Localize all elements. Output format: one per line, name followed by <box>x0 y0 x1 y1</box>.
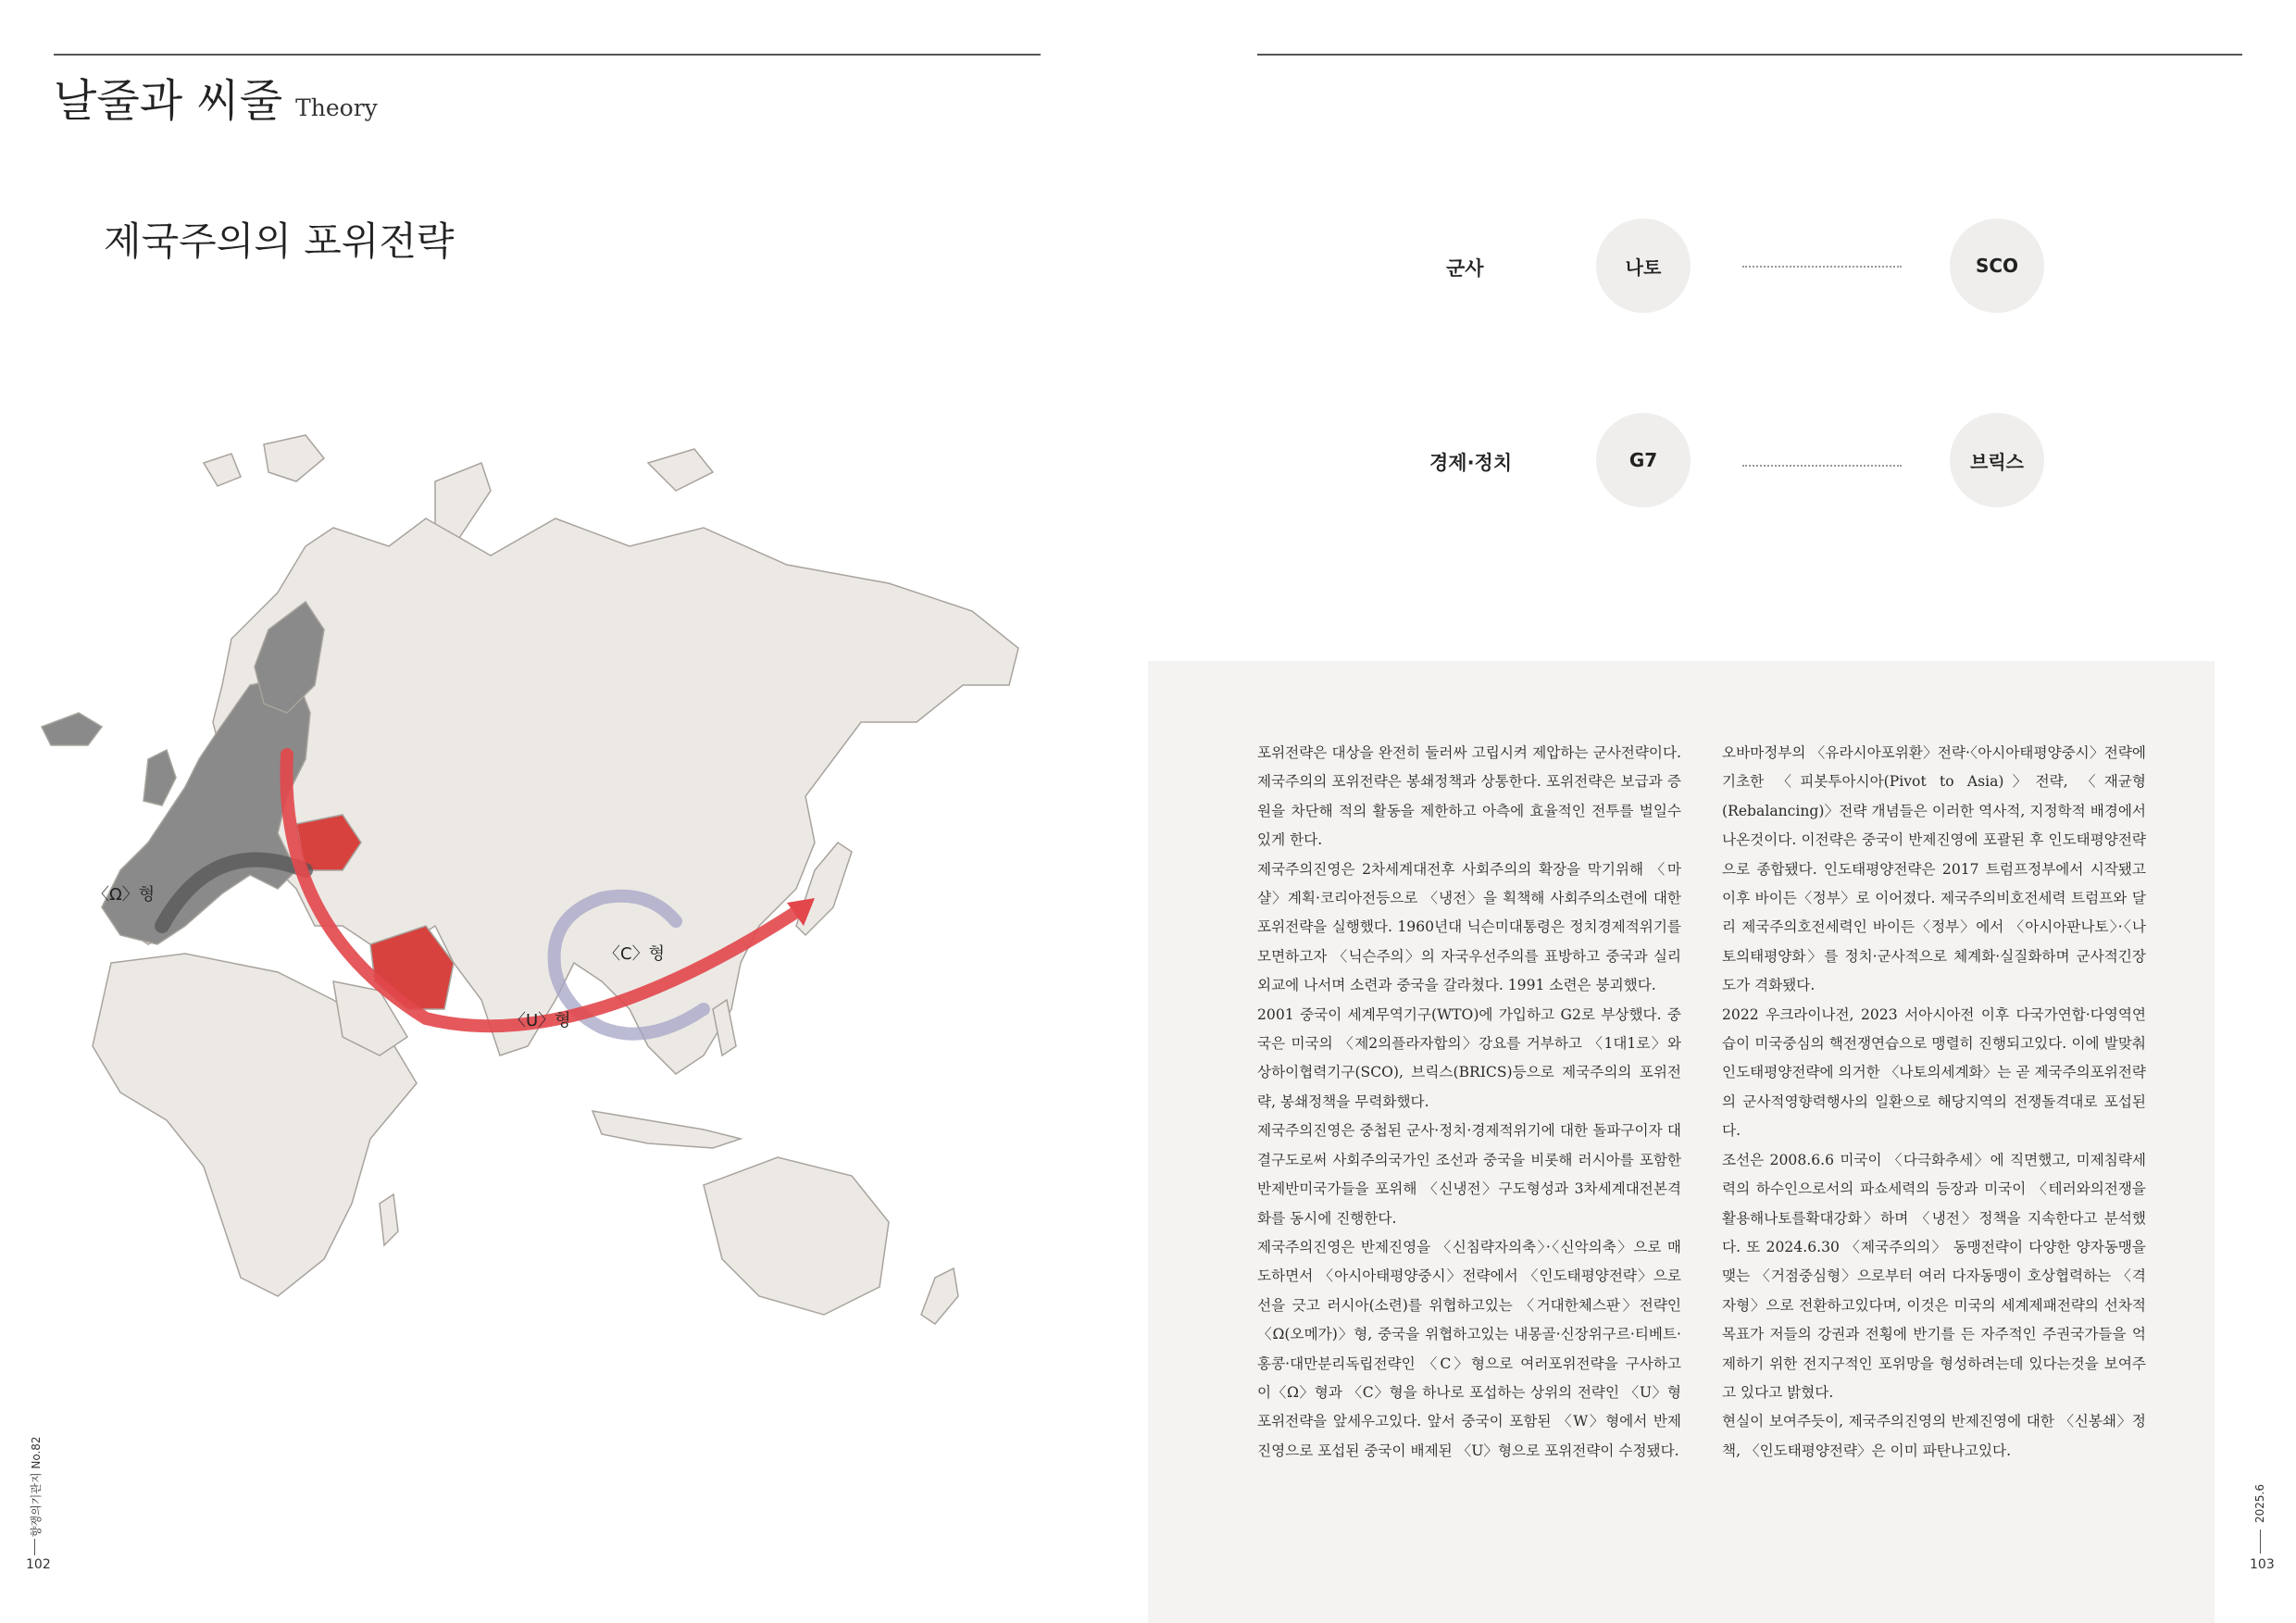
circle-brics-text: 브릭스 <box>1970 450 2024 473</box>
body-paragraph: 현실이 보여주듯이, 제국주의진영의 반제진영에 대한 〈신봉쇄〉정책, 〈인도태평양전략〉은 이미 파탄나고있다. <box>1722 1413 2146 1459</box>
row-label-economy: 경제·정치 <box>1429 452 1513 474</box>
footer-right-label: 2025.6 <box>2253 1484 2266 1523</box>
map-label-u: 〈U〉형 <box>509 1011 571 1030</box>
body-column-2 <box>1722 739 2146 1466</box>
header-title: 날줄과 씨줄 <box>54 75 283 127</box>
dashed-connector <box>1742 465 1902 467</box>
eurasia-map <box>0 407 1046 1389</box>
row-label-military: 군사 <box>1446 257 1484 280</box>
footer-left-tick <box>34 1539 35 1555</box>
header-subtitle: Theory <box>295 94 378 121</box>
circle-nato <box>1596 218 1691 313</box>
body-column-1 <box>1257 739 1681 1466</box>
circle-sco <box>1950 218 2044 313</box>
svalbard-shape <box>264 435 324 481</box>
section-title: 제국주의의 포위전략 <box>104 218 455 264</box>
body-paragraph: 제국주의진영은 2차세계대전후 사회주의의 확장을 막기위해 〈마샬〉계획·코리아전등으로 〈냉전〉을 획책해 사회주의소련에 대한 포위전략을 실행했다. 1960년대 닉슨미대통령은 정치경제적위기를 모면하고자 〈닉슨주의〉의 자국우선주의를 표방하고 중국과 실리외교에 나서며 소련과 중국을 갈라쳤다. 1991 소련은 붕괴했다. <box>1257 860 1681 994</box>
svalbard-west-shape <box>204 454 241 486</box>
body-paragraph: 제국주의진영은 중첩된 군사·정치·경제적위기에 대한 돌파구이자 대결구도로써 사회주의국가인 조선과 중국을 비롯해 러시아를 포함한 반제반미국가들을 포위해 〈신냉전〉구도형성과 3차세계대전본격화를 동시에 진행한다. <box>1257 1122 1681 1227</box>
body-paragraph: 포위전략은 대상을 완전히 둘러싸 고립시켜 제압하는 군사전략이다. 제국주의의 포위전략은 봉쇄정책과 상통한다. 포위전략은 보급과 증원을 차단해 적의 활동을 제한하고 아측에 효율적인 전투를 벌일수 있게 한다. <box>1257 744 1681 849</box>
footer-left-page: 102 <box>26 1557 51 1572</box>
circle-sco-text: SCO <box>1975 255 2019 277</box>
body-paragraph: 제국주의진영은 반제진영을 〈신침략자의축〉·〈신악의축〉으로 매도하면서 〈아시아태평양중시〉전략에서 〈인도태평양전략〉으로 선을 긋고 러시아(소련)를 위협하고있는 〈거대한체스판〉전략인 〈Ω(오메가)〉형, 중국을 위협하고있는 내몽골·신장위구르·티베트·홍콩·대만분리독립전략인 〈C〉형으로 여러포위전략을 구사하고 이〈Ω〉형과 〈C〉형을 하나로 포섭하는 상위의 전략인 〈U〉형포위전략을 앞세우고있다. 앞서 중국이 포함된 〈W〉형에서 반제진영으로 포섭된 중국이 배제된 〈U〉형으로 포위전략이 수정됐다. <box>1257 1238 1681 1459</box>
australia-shape <box>704 1157 889 1315</box>
body-paragraph: 2001 중국이 세계무역기구(WTO)에 가입하고 G2로 부상했다. 중국은 미국의 〈제2의플라자합의〉강요를 거부하고 〈1대1로〉와 상하이협력기구(SCO), 브릭스(BRICS)등으로 제국주의의 포위전략, 봉쇄정책을 무력화했다. <box>1257 1005 1681 1110</box>
footer-right-page: 103 <box>2250 1557 2275 1572</box>
philippines-shape <box>713 1000 736 1055</box>
iceland-shape <box>42 713 102 745</box>
indonesia-shape <box>593 1111 741 1148</box>
circle-g7-text: G7 <box>1628 449 1658 471</box>
new-zealand-shape <box>921 1268 958 1324</box>
dashed-connector <box>1742 266 1902 268</box>
map-label-omega: 〈Ω〉형 <box>93 885 156 905</box>
circle-brics <box>1950 413 2044 507</box>
header-rule-left <box>54 54 1041 56</box>
uk-shape <box>144 750 176 805</box>
circle-nato-text: 나토 <box>1625 256 1662 279</box>
footer-left-label: 향쟁의기관지 No.82 <box>30 1436 43 1537</box>
body-paragraph: 조선은 2008.6.6 미국이 〈다극화추세〉에 직면했고, 미제침략세력의 하수인으로서의 파쇼세력의 등장과 미국이 〈테러와의전쟁을활용해나토를확대강화〉하며 〈냉전〉정책을 지속한다고 분석했다. 또 2024.6.30 〈제국주의의〉 동맹전략이 다양한 양자동맹을 맺는 〈거점중심형〉으로부터 여러 다자동맹이 호상협력하는 〈격자형〉으로 전환하고있다며, 이것은 미국의 세계제패전략의 선차적목표가 저들의 강권과 전횡에 반기를 든 자주적인 주권국가들을 억제하기 위한 전지구적인 포위망을 형성하려는데 있다는것을 보여주고 있다고 밝혔다. <box>1722 1151 2146 1401</box>
footer-right-tick <box>2260 1529 2261 1554</box>
body-paragraph: 2022 우크라이나전, 2023 서아시아전 이후 다국가연합·다영역연습이 미국중심의 핵전쟁연습으로 맹렬히 진행되고있다. 이에 발맞춰 인도태평양전략에 의거한 〈나토의세계화〉는 곧 제국주의포위전략의 군사적영향력행사의 일환으로 해당지역의 전쟁돌격대로 포섭된다. <box>1722 1005 2146 1140</box>
circle-g7 <box>1596 413 1691 507</box>
map-label-c: 〈C〉형 <box>604 944 665 964</box>
header-rule-right <box>1257 54 2242 56</box>
body-paragraph: 오바마정부의 〈유라시아포위환〉전략·〈아시아태평양중시〉전략에 기초한 〈피봇투아시아(Pivot to Asia)〉전략, 〈재균형(Rebalancing)〉전략 개념들은 이러한 역사적, 지정학적 배경에서 나온것이다. 이전략은 중국이 반제진영에 포괄된 후 인도태평양전략으로 종합됐다. 인도태평양전략은 2017 트럼프정부에서 시작됐고 이후 바이든〈정부〉로 이어졌다. 제국주의비호전세력 트럼프와 달리 제국주의호전세력인 바이든〈정부〉에서 〈아시아판나토〉·〈나토의태평양화〉를 정치·군사적으로 체계화·실질화하며 군사적긴장도가 격화됐다. <box>1722 744 2146 994</box>
page-header <box>54 65 378 129</box>
severnaya-shape <box>648 449 713 491</box>
madagascar-shape <box>380 1194 398 1245</box>
